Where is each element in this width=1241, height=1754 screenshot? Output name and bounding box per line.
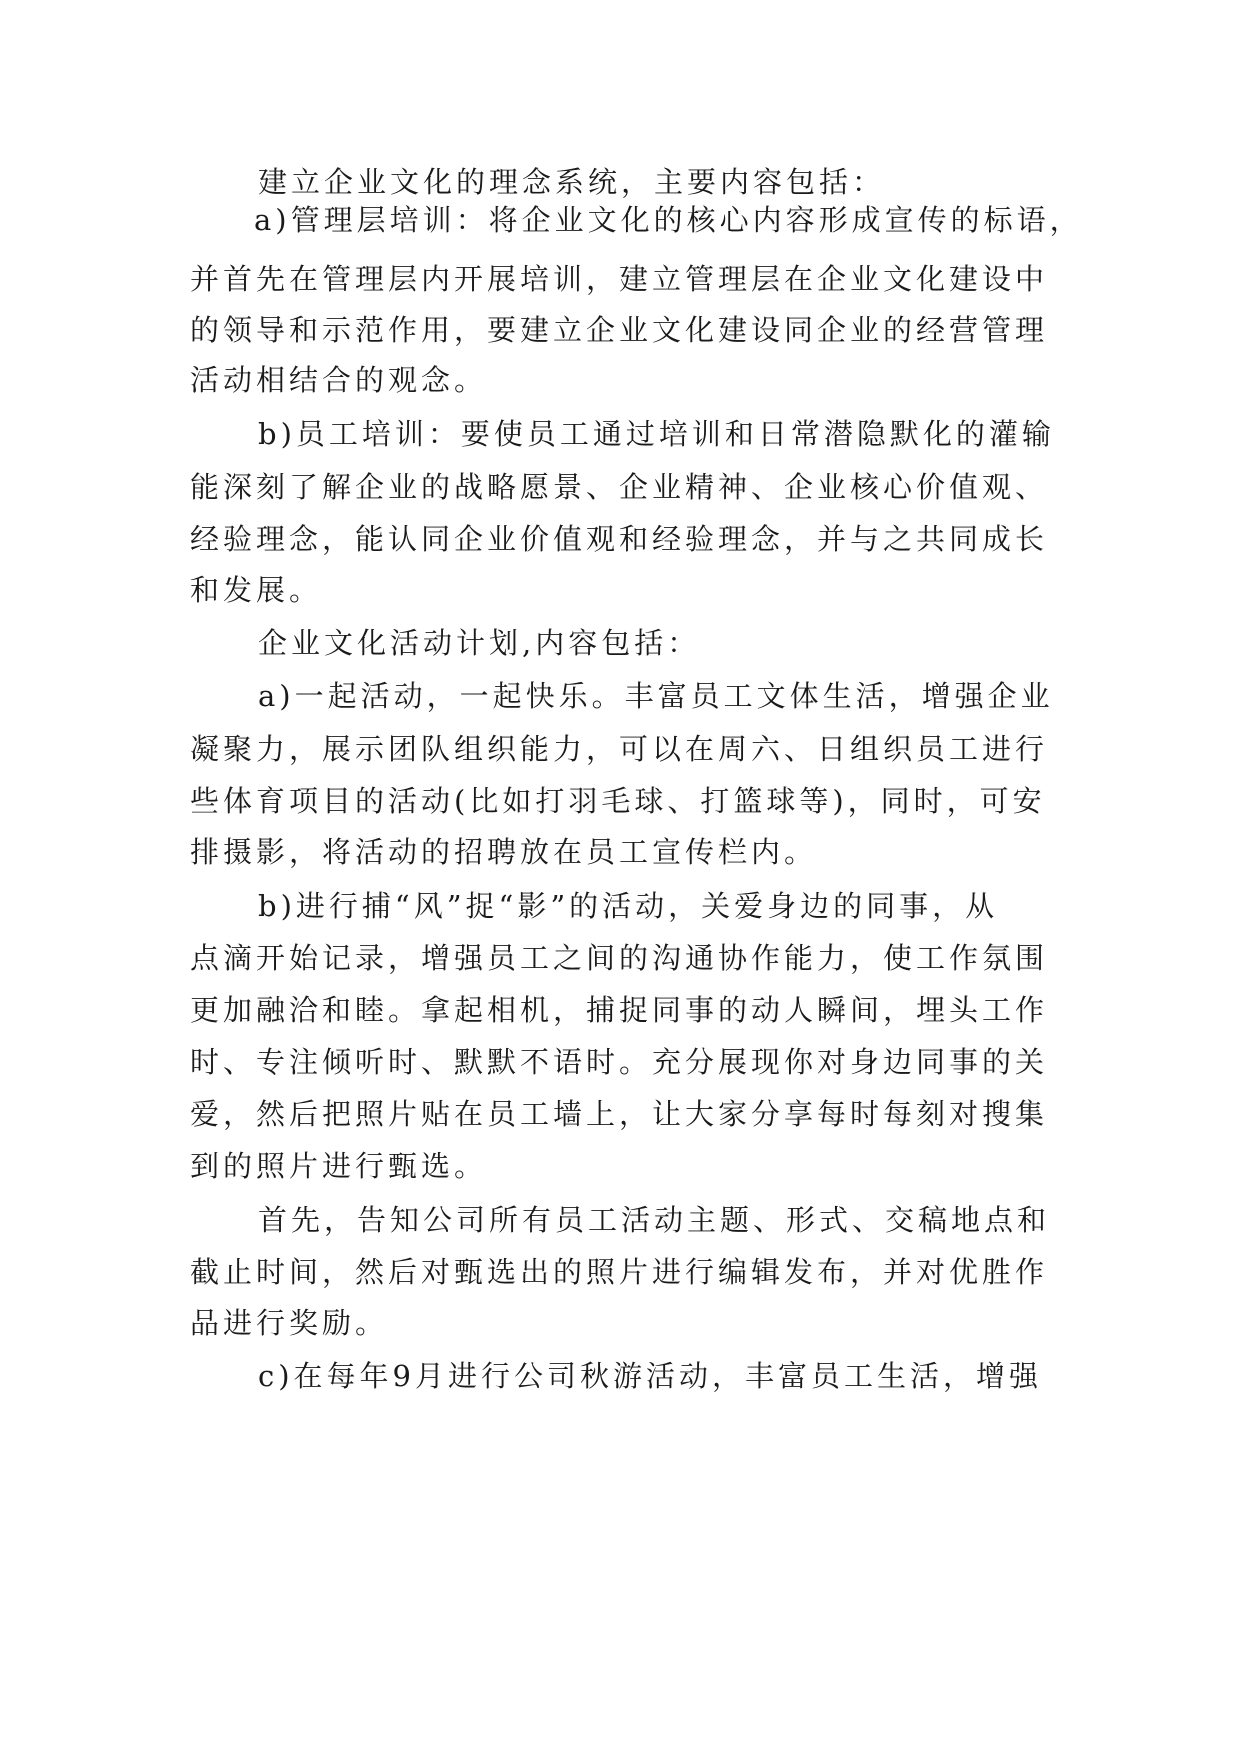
paragraph-line: 凝聚力，展示团队组织能力，可以在周六、日组织员工进行 [190,732,1049,766]
paragraph-line: 建立企业文化的理念系统，主要内容包括： [258,165,886,199]
paragraph-line: 些体育项目的活动(比如打羽毛球、打篮球等)，同时，可安 [190,784,1046,818]
paragraph-line: 的领导和示范作用，要建立企业文化建设同企业的经营管理 [190,313,1049,347]
paragraph-line: b)员工培训：要使员工通过培训和日常潜隐默化的灌输 [258,417,1055,451]
paragraph-line: 爱，然后把照片贴在员工墙上，让大家分享每时每刻对搜集 [190,1097,1049,1131]
paragraph-line: c)在每年9月进行公司秋游活动，丰富员工生活，增强 [258,1359,1043,1393]
paragraph-line: 时、专注倾听时、默默不语时。充分展现你对身边同事的关 [190,1045,1049,1079]
paragraph-line: 并首先在管理层内开展培训，建立管理层在企业文化建设中 [190,262,1049,296]
paragraph-line: 活动相结合的观念。 [190,363,488,397]
paragraph-line: 点滴开始记录，增强员工之间的沟通协作能力，使工作氛围 [190,941,1049,975]
paragraph-line: 首先，告知公司所有员工活动主题、形式、交稿地点和 [258,1203,1051,1237]
paragraph-line: 排摄影，将活动的招聘放在员工宣传栏内。 [190,835,818,869]
paragraph-line: a)管理层培训：将企业文化的核心内容形成宣传的标语， [254,203,1083,237]
paragraph-line: 能深刻了解企业的战略愿景、企业精神、企业核心价值观、 [190,470,1049,504]
paragraph-line: b)进行捕“风”捉“影”的活动，关爱身边的同事，从 [258,889,999,923]
paragraph-line: a)一起活动，一起快乐。丰富员工文体生活，增强企业 [258,679,1054,713]
paragraph-line: 更加融洽和睦。拿起相机，捕捉同事的动人瞬间，埋头工作 [190,993,1049,1027]
paragraph-line: 和发展。 [190,573,323,607]
paragraph-line: 截止时间，然后对甄选出的照片进行编辑发布，并对优胜作 [190,1255,1049,1289]
paragraph-line: 品进行奖励。 [190,1306,389,1340]
paragraph-line: 企业文化活动计划,内容包括： [258,626,701,660]
paragraph-line: 经验理念，能认同企业价值观和经验理念，并与之共同成长 [190,522,1049,556]
paragraph-line: 到的照片进行甄选。 [190,1149,488,1183]
